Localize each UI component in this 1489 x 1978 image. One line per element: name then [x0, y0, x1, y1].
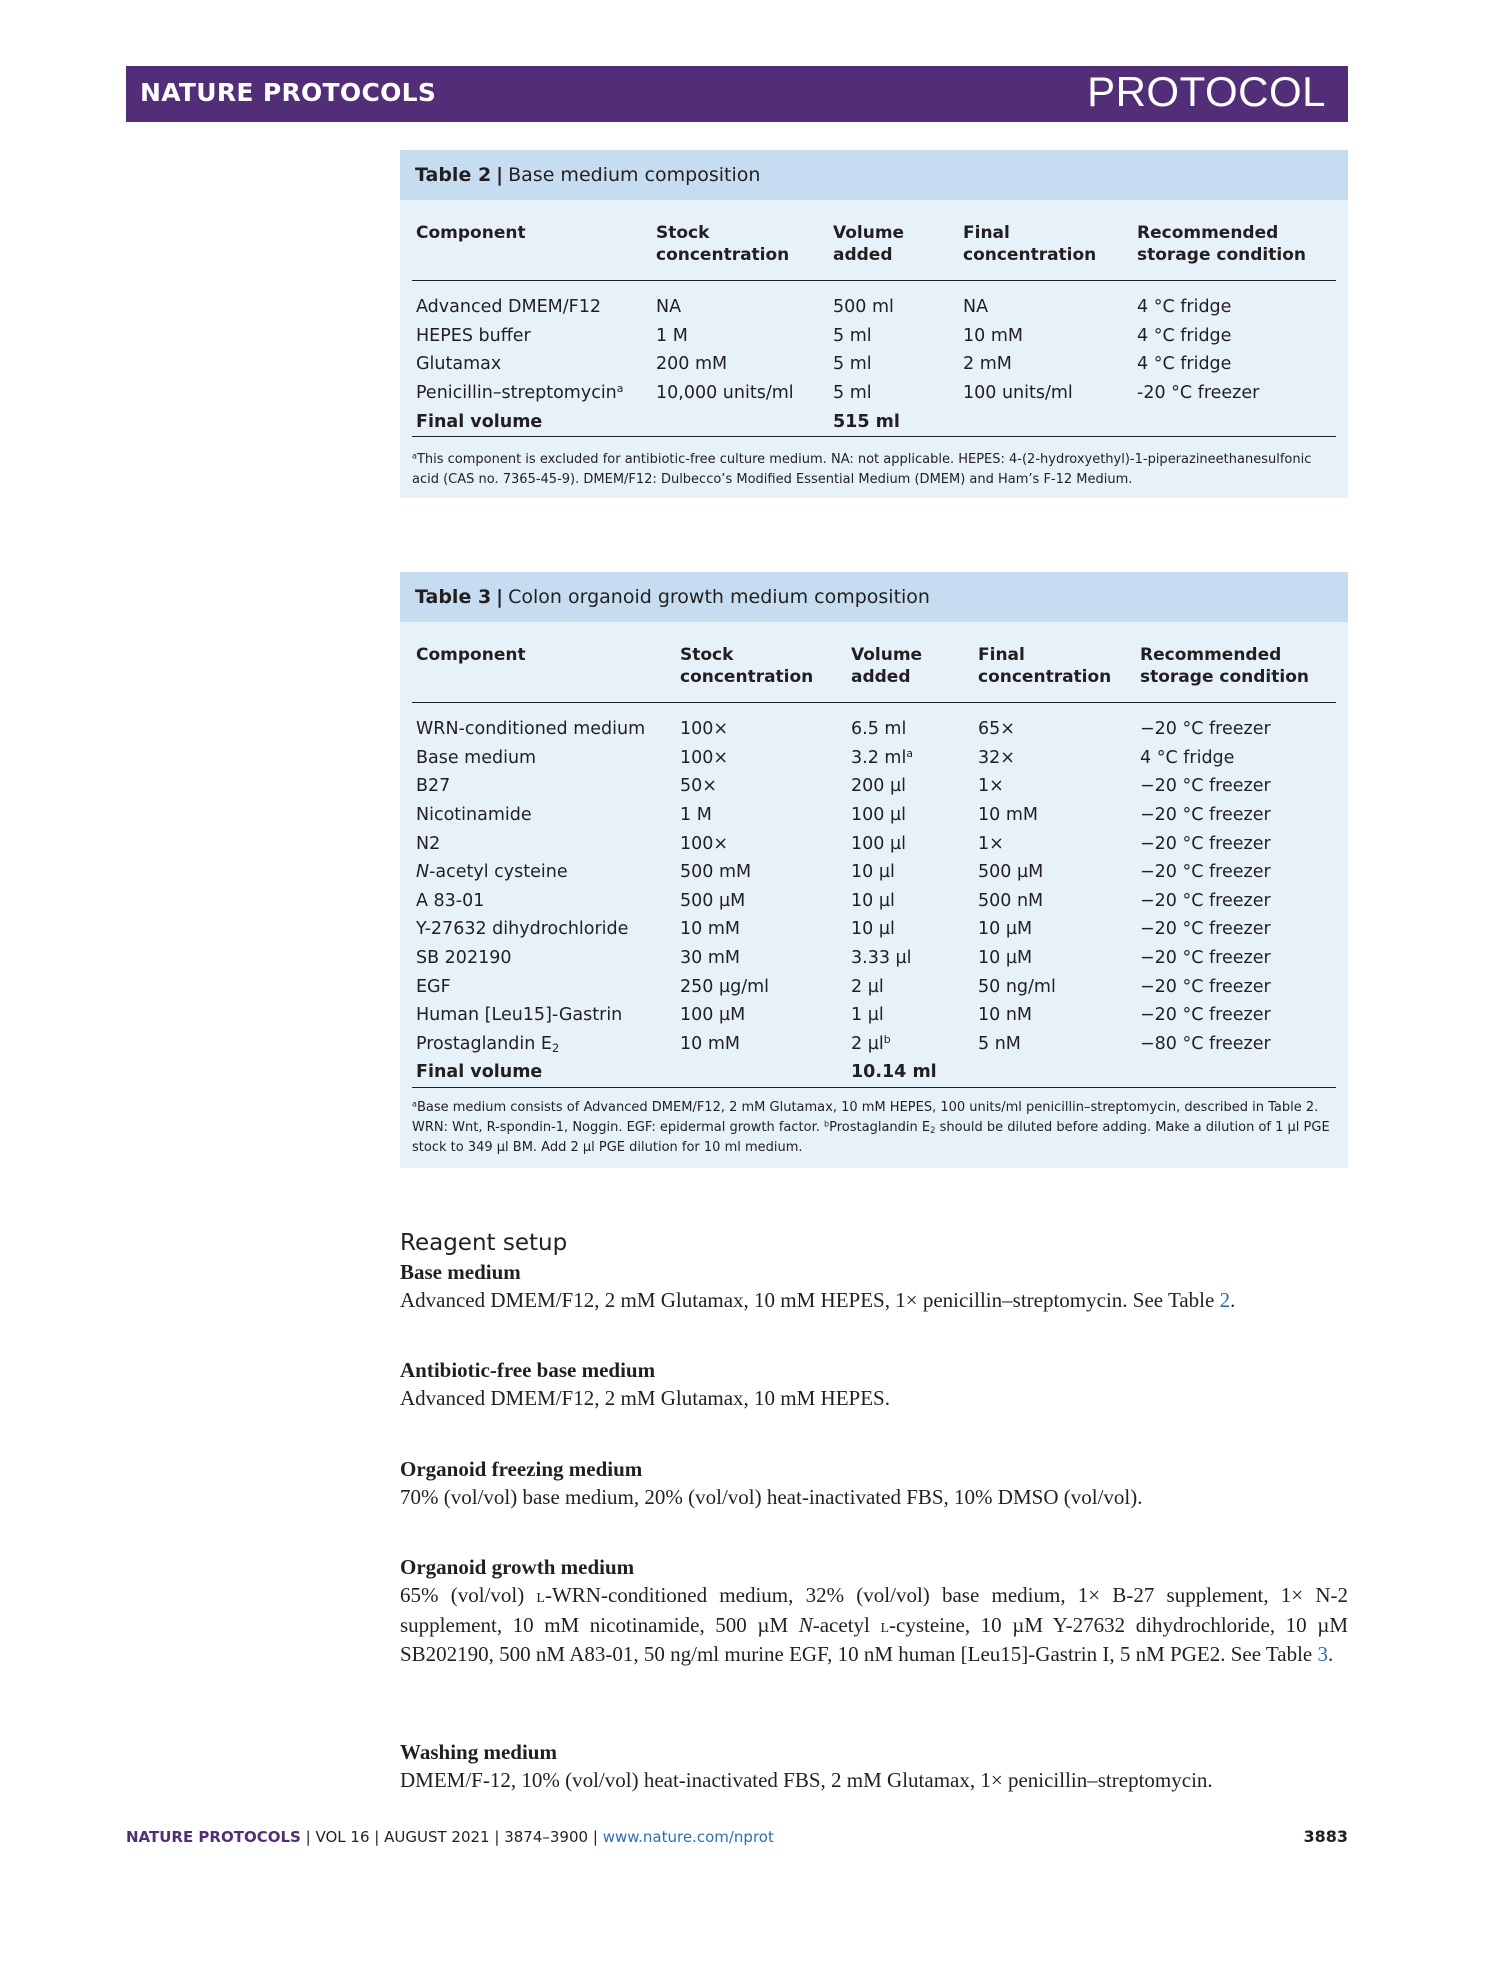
final-volume-label: Final volume — [412, 407, 652, 436]
table-row — [412, 744, 1336, 773]
table-cell: Y-27632 dihydrochloride — [416, 919, 629, 940]
antibiotic-free-section — [400, 1357, 1348, 1413]
table-row — [412, 772, 1336, 801]
table-row — [412, 1001, 1336, 1030]
section-body: Advanced DMEM/F12, 2 mM Glutamax, 10 mM HEPES. — [400, 1386, 890, 1410]
table-cell: −20 °C freezer — [1140, 948, 1271, 969]
table-cell: 5 ml — [833, 325, 872, 346]
table-2-label: Table 2 — [415, 164, 492, 186]
cell-text: 3.2 ml — [851, 747, 907, 768]
table-row — [412, 829, 1336, 858]
freezing-medium-section — [400, 1456, 1348, 1512]
table-cell: 500 nM — [978, 890, 1044, 911]
table-row — [412, 379, 1336, 408]
footnote-text: Prostaglandin E — [829, 1120, 931, 1135]
section-body — [400, 1581, 1348, 1669]
table-cell: Advanced DMEM/F12 — [416, 297, 601, 318]
table-cell: 32× — [978, 747, 1015, 768]
table-2-grid — [412, 208, 1336, 437]
small-caps-prefix: l — [536, 1585, 545, 1607]
table-2 — [400, 150, 1348, 498]
table-cell — [412, 858, 676, 887]
footnote-marker: a — [616, 382, 624, 396]
table-cell: 10 µl — [851, 890, 895, 911]
table-cell: 10 µM — [978, 919, 1033, 940]
column-header: Recommended storage condition — [1133, 208, 1336, 281]
washing-medium-section — [400, 1739, 1348, 1795]
reagent-setup-heading: Reagent setup — [400, 1230, 568, 1256]
table-cell — [1133, 407, 1336, 436]
table-cell: 5 ml — [833, 354, 872, 375]
footnote-text: should be diluted before adding. Make a dilution of 1 µl PGE stock to 349 µl BM. Add 2 µl PGE dilution for 10 ml medium. — [412, 1120, 1330, 1155]
table-row — [412, 703, 1336, 744]
table-row — [412, 801, 1336, 830]
table-cell: 100× — [680, 747, 729, 768]
table-cell — [652, 407, 829, 436]
final-volume-row — [412, 407, 1336, 436]
subscript: 2 — [551, 1040, 560, 1055]
table-row — [412, 322, 1336, 351]
table-cell: 100× — [680, 833, 729, 854]
table-cell: −20 °C freezer — [1140, 919, 1271, 940]
table-cell — [412, 379, 652, 408]
title-separator: | — [496, 164, 504, 186]
section-title: Organoid growth medium — [400, 1555, 635, 1579]
column-header: Volume added — [829, 208, 959, 281]
cell-text: 2 µl — [851, 1033, 884, 1054]
table-cell: 100× — [680, 719, 729, 740]
table-cell: 100 units/ml — [963, 383, 1073, 404]
table-cell: 1 µl — [851, 1005, 884, 1026]
table-cell: −20 °C freezer — [1140, 833, 1271, 854]
table-3-grid — [412, 630, 1336, 1088]
column-header: Stock concentration — [676, 630, 847, 703]
table-cell: A 83-01 — [416, 890, 485, 911]
small-caps-prefix: l — [880, 1614, 890, 1637]
table-cell: 500 µM — [680, 890, 746, 911]
table-3-link[interactable]: 3 — [1317, 1642, 1328, 1666]
table-cell: NA — [656, 297, 682, 318]
table-header-row — [412, 208, 1336, 281]
body-text: -acetyl — [812, 1612, 881, 1637]
subscript: 2 — [930, 1125, 936, 1136]
table-cell: 10 mM — [963, 325, 1023, 346]
table-cell: EGF — [416, 976, 451, 997]
table-cell: 1× — [978, 776, 1004, 797]
table-cell: 100 µl — [851, 805, 906, 826]
body-text: -cysteine, 10 µM Y-27632 dihydrochloride, 10 µM SB202190, 500 nM A83-01, 50 ng/ml murine EGF, 10 nM human [Leu15]-Gastrin I, 5 nM PGE2. See Table — [400, 1612, 1349, 1666]
table-cell — [974, 1058, 1136, 1087]
italic-prefix: N — [416, 862, 430, 883]
table-cell: Human [Leu15]-Gastrin — [416, 1005, 623, 1026]
section-title: Base medium — [400, 1260, 521, 1284]
table-cell: 500 µM — [978, 862, 1044, 883]
table-row — [412, 1030, 1336, 1059]
table-cell: B27 — [416, 776, 451, 797]
table-cell: 10 mM — [680, 1033, 740, 1054]
table-cell: 50 ng/ml — [978, 976, 1056, 997]
journal-header-bar — [126, 66, 1348, 122]
footer-date: AUGUST 2021 — [384, 1828, 490, 1846]
table-row — [412, 887, 1336, 916]
table-cell: 10,000 units/ml — [656, 383, 794, 404]
table-cell: 200 mM — [656, 354, 728, 375]
column-header: Component — [412, 208, 652, 281]
footnote-marker: a — [412, 1099, 417, 1109]
table-cell: Glutamax — [416, 354, 502, 375]
table-cell: −20 °C freezer — [1140, 719, 1271, 740]
table-cell: 1 M — [656, 325, 688, 346]
base-medium-section — [400, 1259, 1348, 1315]
footnote-text: Base medium consists of Advanced DMEM/F12, 2 mM Glutamax, 10 mM HEPES, 100 units/ml penicillin–streptomycin, described in Table 2. WRN: Wnt, R-spondin-1, Noggin. EGF: epidermal growth factor. — [412, 1100, 1319, 1135]
table-cell: HEPES buffer — [416, 325, 531, 346]
table-3-title — [400, 572, 1348, 622]
table-2-title — [400, 150, 1348, 200]
table-header-row — [412, 630, 1336, 703]
table-cell — [412, 1030, 676, 1059]
table-cell: 1 M — [680, 805, 712, 826]
table-cell: −20 °C freezer — [1140, 1005, 1271, 1026]
table-cell: 65× — [978, 719, 1015, 740]
table-cell: 1× — [978, 833, 1004, 854]
footer-separator: | — [592, 1828, 598, 1846]
footer-separator: | — [494, 1828, 500, 1846]
final-volume-value: 10.14 ml — [847, 1058, 974, 1087]
column-header: Component — [412, 630, 676, 703]
table-2-footnote — [412, 450, 1336, 490]
table-cell: 500 ml — [833, 297, 894, 318]
table-row — [412, 350, 1336, 379]
footer-journal: NATURE PROTOCOLS — [126, 1828, 301, 1846]
table-cell: 10 µl — [851, 919, 895, 940]
table-row — [412, 281, 1336, 322]
table-cell: N2 — [416, 833, 441, 854]
section-body: 70% (vol/vol) base medium, 20% (vol/vol) heat-inactivated FBS, 10% DMSO (vol/vol). — [400, 1485, 1143, 1509]
footer-url-link[interactable]: www.nature.com/nprot — [602, 1828, 774, 1846]
final-volume-value: 515 ml — [829, 407, 959, 436]
column-header: Final concentration — [974, 630, 1136, 703]
table-cell: 4 °C fridge — [1137, 354, 1232, 375]
table-cell: 5 nM — [978, 1033, 1021, 1054]
table-cell: 10 µl — [851, 862, 895, 883]
page-number: 3883 — [1303, 1827, 1348, 1846]
body-text: . — [1230, 1288, 1236, 1312]
column-header: Volume added — [847, 630, 974, 703]
table-cell — [847, 744, 974, 773]
body-text: 65% (vol/vol) — [400, 1583, 537, 1607]
table-cell: −20 °C freezer — [1140, 776, 1271, 797]
final-volume-label: Final volume — [412, 1058, 676, 1087]
cell-text: Penicillin–streptomycin — [416, 383, 617, 404]
table-cell: SB 202190 — [416, 948, 512, 969]
table-cell: 250 µg/ml — [680, 976, 770, 997]
table-cell: −80 °C freezer — [1140, 1033, 1271, 1054]
table-cell: −20 °C freezer — [1140, 890, 1271, 911]
footer-volume: VOL 16 — [315, 1828, 370, 1846]
footnote-marker: a — [906, 746, 913, 760]
table-3-caption: Colon organoid growth medium composition — [508, 586, 930, 608]
table-cell: Base medium — [416, 747, 537, 768]
table-cell: 100 µM — [680, 1005, 746, 1026]
footer-pages: 3874–3900 — [504, 1828, 589, 1846]
table-cell — [847, 1030, 974, 1059]
footnote-text: This component is excluded for antibiotic-free culture medium. NA: not applicable. HEPES: 4-(2-hydroxyethyl)-1-piperazineethanesulfonic acid (CAS no. 7365-45-9). DMEM/F12: Dulbecco’s Modified Essential Medium (DMEM) and Ham’s F-12 Medium. — [412, 452, 1312, 487]
table-cell: 5 ml — [833, 383, 872, 404]
table-2-caption: Base medium composition — [508, 164, 761, 186]
section-body: DMEM/F-12, 10% (vol/vol) heat-inactivated FBS, 2 mM Glutamax, 1× penicillin–streptomycin. — [400, 1768, 1213, 1792]
table-row — [412, 972, 1336, 1001]
cell-text: -acetyl cysteine — [429, 862, 568, 883]
table-cell: 500 mM — [680, 862, 752, 883]
table-cell: 10 mM — [680, 919, 740, 940]
footnote-marker: b — [883, 1032, 891, 1046]
table-2-link[interactable]: 2 — [1219, 1288, 1231, 1312]
table-cell: 10 nM — [978, 1005, 1033, 1026]
table-cell: Nicotinamide — [416, 805, 532, 826]
italic-prefix: N — [798, 1612, 813, 1637]
section-title: Antibiotic-free base medium — [400, 1358, 656, 1382]
article-type-label: PROTOCOL — [1087, 68, 1326, 115]
table-cell: 2 mM — [963, 354, 1012, 375]
body-text: . — [1327, 1642, 1334, 1666]
table-row — [412, 858, 1336, 887]
table-cell: 10 mM — [978, 805, 1038, 826]
column-header: Stock concentration — [652, 208, 829, 281]
table-cell: 50× — [680, 776, 717, 797]
footnote-marker: a — [412, 451, 417, 461]
table-row — [412, 915, 1336, 944]
table-cell: 30 mM — [680, 948, 740, 969]
table-cell: 10 µM — [978, 948, 1033, 969]
table-cell: 6.5 ml — [851, 719, 907, 740]
table-cell: 4 °C fridge — [1137, 325, 1232, 346]
table-cell — [676, 1058, 847, 1087]
table-cell: NA — [963, 297, 989, 318]
table-3-footnote — [412, 1098, 1336, 1158]
footer-separator: | — [305, 1828, 311, 1846]
table-cell: 4 °C fridge — [1137, 297, 1232, 318]
table-cell: -20 °C freezer — [1137, 383, 1260, 404]
growth-medium-section — [400, 1554, 1348, 1669]
table-cell — [959, 407, 1133, 436]
section-body — [400, 1286, 1348, 1315]
table-cell — [1136, 1058, 1336, 1087]
section-title: Washing medium — [400, 1740, 557, 1764]
page-footer — [126, 1828, 774, 1846]
table-cell: 100 µl — [851, 833, 906, 854]
table-3-label: Table 3 — [415, 586, 492, 608]
table-cell: −20 °C freezer — [1140, 976, 1271, 997]
table-cell: −20 °C freezer — [1140, 862, 1271, 883]
table-3 — [400, 572, 1348, 1168]
title-separator: | — [496, 586, 504, 608]
table-cell: 2 µl — [851, 976, 884, 997]
table-cell: 3.33 µl — [851, 948, 912, 969]
table-cell: 4 °C fridge — [1140, 747, 1235, 768]
cell-text: Prostaglandin E — [416, 1033, 552, 1054]
table-row — [412, 944, 1336, 973]
body-text: -WRN-conditioned medium, 32% (vol/vol) base medium, 1× B-27 supplement, 1× N-2 supplement, 10 mM nicotinamide, 500 µM — [400, 1583, 1349, 1637]
table-cell: −20 °C freezer — [1140, 805, 1271, 826]
table-cell: WRN-conditioned medium — [416, 719, 646, 740]
body-text: Advanced DMEM/F12, 2 mM Glutamax, 10 mM HEPES, 1× penicillin–streptomycin. See Table — [400, 1288, 1220, 1312]
table-cell: 200 µl — [851, 776, 906, 797]
column-header: Recommended storage condition — [1136, 630, 1336, 703]
section-title: Organoid freezing medium — [400, 1457, 643, 1481]
journal-name: NATURE PROTOCOLS — [140, 78, 437, 107]
column-header: Final concentration — [959, 208, 1133, 281]
footer-separator: | — [374, 1828, 380, 1846]
footnote-marker: b — [824, 1119, 830, 1129]
final-volume-row — [412, 1058, 1336, 1087]
